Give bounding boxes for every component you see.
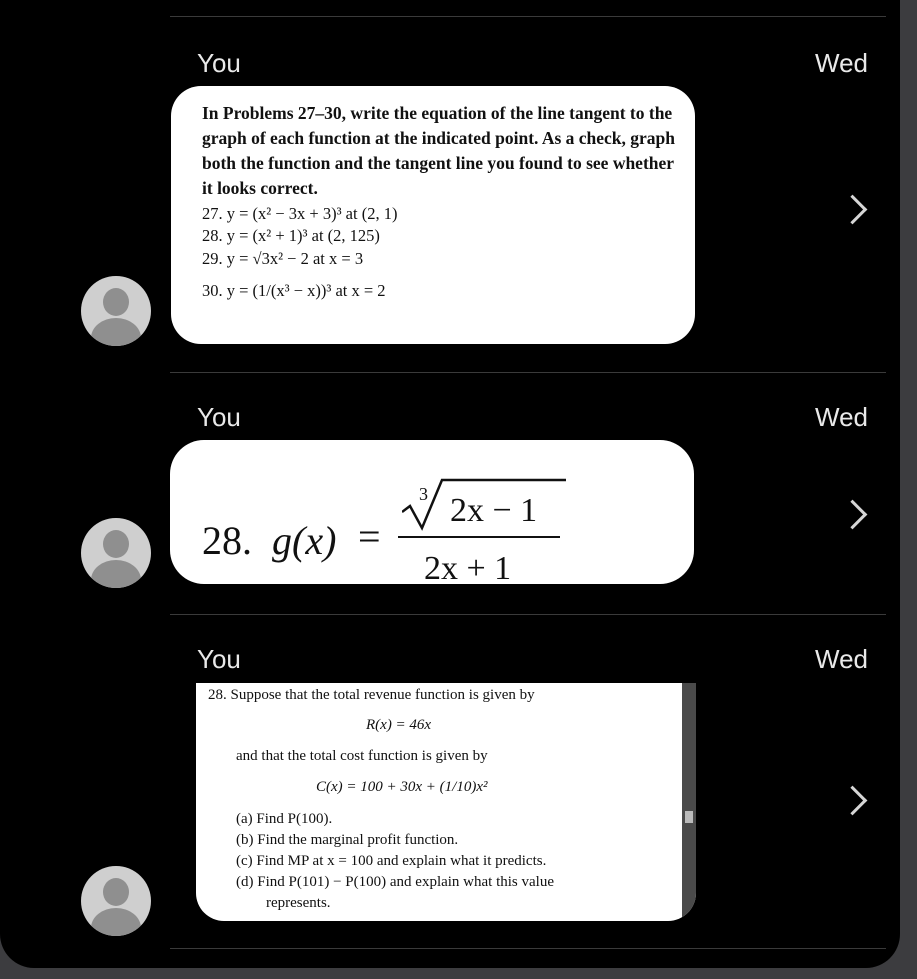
chevron-right-icon[interactable] (838, 195, 868, 225)
message-time: Wed (815, 402, 868, 432)
divider (170, 948, 886, 949)
text-line: (c) Find MP at x = 100 and explain what it predicts. (236, 853, 547, 869)
problem-item: 27. y = (x² − 3x + 3)³ at (2, 1) (202, 204, 398, 223)
message-bubble[interactable] (171, 86, 695, 344)
function-name: g(x) (272, 518, 337, 563)
scrollbar-thumb[interactable] (685, 811, 693, 823)
text-line: C(x) = 100 + 30x + (1/10)x² (316, 779, 488, 795)
chevron-right-icon[interactable] (838, 786, 868, 816)
text-line: 28. Suppose that the total revenue function is given by (208, 687, 535, 703)
sender-name: You (197, 644, 241, 674)
text-line: R(x) = 46x (366, 717, 432, 733)
chevron-right-icon[interactable] (838, 500, 868, 530)
text-line: (d) Find P(101) − P(100) and explain what this value (236, 874, 554, 890)
avatar-icon[interactable] (81, 866, 151, 936)
message-time: Wed (815, 48, 868, 78)
fraction-bar (398, 536, 560, 538)
numerator: 2x − 1 (450, 492, 538, 529)
problem-item: 30. y = (1/(x³ − x))³ at x = 2 (202, 281, 386, 300)
divider (170, 372, 886, 373)
scrollbar[interactable] (682, 683, 696, 921)
text-line: (b) Find the marginal profit function. (236, 832, 459, 848)
message-bubble[interactable] (196, 683, 696, 921)
message-bubble[interactable] (170, 440, 694, 584)
text-line: represents. (266, 895, 331, 911)
problem-item: 29. y = √3x² − 2 at x = 3 (202, 249, 364, 268)
sender-name: You (197, 48, 241, 78)
avatar-icon[interactable] (81, 518, 151, 588)
sender-name: You (197, 402, 241, 432)
problem-number: 28. (202, 518, 252, 563)
divider (170, 614, 886, 615)
avatar-icon[interactable] (81, 276, 151, 346)
message-time: Wed (815, 644, 868, 674)
text-line: (a) Find P(100). (236, 811, 333, 827)
radical-index: 3 (419, 484, 428, 504)
divider (170, 16, 886, 17)
problem-item: 28. y = (x² + 1)³ at (2, 125) (202, 226, 380, 245)
equals-sign: = (358, 514, 381, 559)
denominator: 2x + 1 (424, 550, 512, 584)
text-line: and that the total cost function is given by (236, 748, 488, 764)
problem-intro: In Problems 27–30, write the equation of the line tangent to the graph of each function at the indicated point. As a check, graph both the function and the tangent line you found to see whether it looks correct. (202, 103, 676, 198)
